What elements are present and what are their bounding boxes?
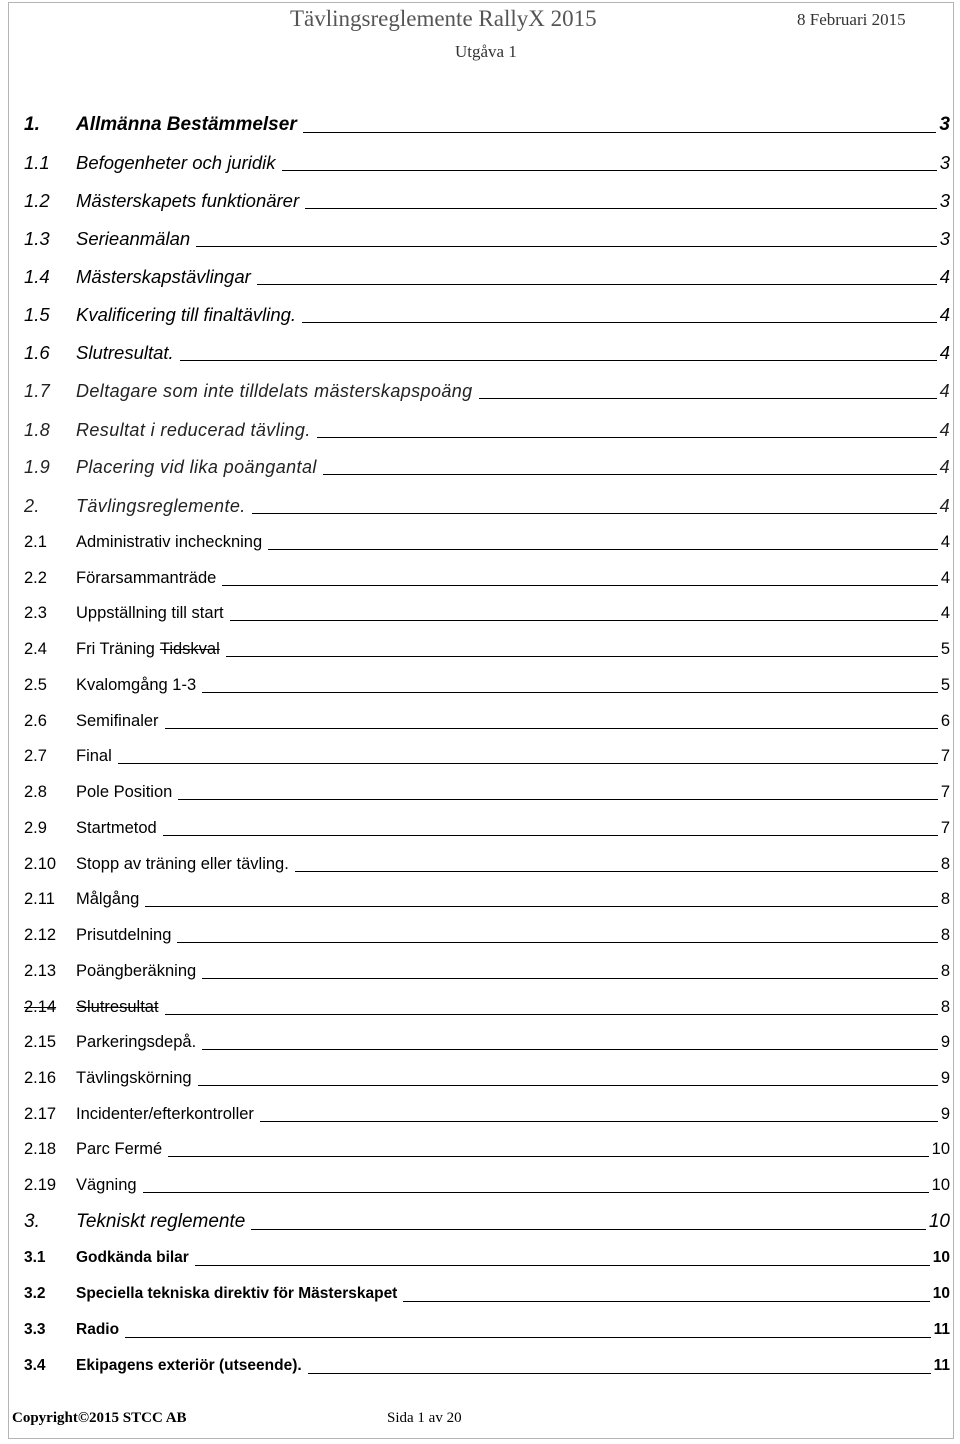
toc-entry-title: Förarsammanträde: [76, 569, 217, 587]
toc-entry-2-13[interactable]: [24, 958, 950, 984]
toc-entry-number: 1.4: [24, 266, 50, 287]
toc-entry-page-number: 8: [940, 890, 950, 908]
toc-entry-title: Slutresultat.: [76, 342, 174, 363]
toc-entry-2-6[interactable]: [24, 708, 950, 734]
toc-entry-title: Slutresultat: [76, 998, 159, 1016]
toc-entry-title: Poängberäkning: [76, 962, 197, 980]
toc-leader-line: [168, 1156, 928, 1157]
toc-leader-line: [230, 620, 938, 621]
toc-entry-number: 2.3: [24, 604, 47, 622]
toc-entry-title: Startmetod: [76, 819, 157, 837]
toc-entry-number: 2.9: [24, 819, 47, 837]
toc-leader-line: [196, 246, 937, 247]
toc-entry-page-number: 3: [939, 190, 950, 211]
toc-leader-line: [180, 360, 937, 361]
toc-entry-page-number: 9: [940, 1033, 950, 1051]
toc-entry-page-number: 4: [939, 266, 950, 287]
toc-entry-2-14[interactable]: [24, 994, 950, 1020]
toc-entry-number: 2.11: [24, 890, 55, 908]
toc-leader-line: [302, 322, 937, 323]
toc-entry-page-number: 4: [939, 496, 950, 516]
toc-leader-line: [268, 549, 938, 550]
toc-entry-title: Tävlingsreglemente.: [76, 496, 246, 516]
toc-entry-title: Mästerskapstävlingar: [76, 266, 251, 287]
toc-entry-2-18[interactable]: [24, 1136, 950, 1162]
toc-leader-line: [308, 1373, 931, 1374]
toc-entry-number: 2.1: [24, 533, 47, 551]
toc-entry-title: Speciella tekniska direktiv för Mästerskapet: [76, 1285, 398, 1302]
toc-entry-title: Resultat i reducerad tävling.: [76, 420, 311, 440]
toc-entry-title: Befogenheter och juridik: [76, 152, 276, 173]
toc-leader-line: [252, 513, 937, 514]
toc-leader-line: [479, 398, 937, 399]
toc-leader-line: [295, 871, 938, 872]
toc-entry-2-10[interactable]: [24, 851, 950, 877]
toc-entry-2-3[interactable]: [24, 600, 950, 626]
toc-entry-title: Parc Fermé: [76, 1140, 163, 1158]
toc-leader-line: [145, 906, 938, 907]
toc-entry-title: Deltagare som inte tilldelats mästerskapspoäng: [76, 381, 473, 401]
toc-entry-number: 1.1: [24, 152, 50, 173]
toc-entry-1-2[interactable]: [24, 188, 950, 214]
toc-entry-page-number: 10: [928, 1211, 950, 1232]
toc-entry-page-number: 10: [931, 1140, 950, 1158]
toc-entry-1[interactable]: [24, 112, 950, 138]
toc-entry-2-17[interactable]: [24, 1101, 950, 1127]
toc-entry-1-4[interactable]: [24, 264, 950, 290]
toc-entry-2-7[interactable]: [24, 743, 950, 769]
toc-entry-page-number: 10: [931, 1176, 950, 1194]
toc-entry-title: Målgång: [76, 890, 140, 908]
toc-entry-number: 2.8: [24, 783, 47, 801]
toc-entry-number: 2.14: [24, 998, 57, 1016]
toc-entry-number: 2.16: [24, 1069, 57, 1087]
toc-leader-line: [317, 437, 937, 438]
toc-entry-2-12[interactable]: [24, 922, 950, 948]
toc-leader-line: [226, 656, 938, 657]
toc-leader-line: [163, 835, 938, 836]
toc-entry-1-3[interactable]: [24, 226, 950, 252]
toc-leader-line: [260, 1121, 938, 1122]
toc-leader-line: [177, 942, 937, 943]
toc-entry-number: 3.4: [24, 1357, 46, 1374]
toc-entry-title: Parkeringsdepå.: [76, 1033, 197, 1051]
toc-entry-3-3[interactable]: [24, 1317, 950, 1343]
toc-entry-1-1[interactable]: [24, 150, 950, 176]
toc-entry-page-number: 8: [940, 998, 950, 1016]
toc-entry-page-number: 10: [932, 1249, 950, 1266]
toc-entry-title: Radio: [76, 1321, 120, 1338]
toc-leader-line: [222, 585, 938, 586]
toc-entry-page-number: 8: [940, 962, 950, 980]
toc-entry-page-number: 4: [939, 420, 950, 440]
toc-leader-line: [305, 208, 937, 209]
toc-entry-page-number: 4: [940, 569, 950, 587]
toc-entry-2-19[interactable]: [24, 1172, 950, 1198]
toc-leader-line: [165, 1014, 938, 1015]
toc-entry-3[interactable]: [24, 1209, 950, 1235]
toc-leader-line: [118, 763, 938, 764]
toc-entry-page-number: 10: [932, 1285, 950, 1302]
toc-entry-title: Uppställning till start: [76, 604, 224, 622]
toc-entry-number: 2.19: [24, 1176, 57, 1194]
toc-entry-number: 2.5: [24, 676, 47, 694]
footer-copyright: Copyright©2015 STCC AB: [12, 1410, 187, 1426]
toc-entry-page-number: 9: [940, 1105, 950, 1123]
toc-leader-line: [178, 799, 938, 800]
toc-entry-title: Tävlingskörning: [76, 1069, 192, 1087]
toc-leader-line: [202, 978, 938, 979]
toc-entry-number: 2.7: [24, 747, 47, 765]
toc-entry-number: 2.10: [24, 855, 57, 873]
toc-entry-1-8[interactable]: [24, 417, 950, 443]
toc-entry-number: 1.7: [24, 381, 51, 401]
toc-entry-page-number: 3: [939, 152, 950, 173]
toc-entry-number: 2.4: [24, 640, 47, 658]
footer-page-number: Sida 1 av 20: [387, 1410, 462, 1426]
toc-entry-page-number: 4: [939, 381, 950, 401]
toc-entry-2-5[interactable]: [24, 672, 950, 698]
toc-entry-page-number: 7: [940, 747, 950, 765]
toc-leader-line: [198, 1085, 938, 1086]
toc-entry-title: Semifinaler: [76, 712, 159, 730]
toc-entry-2[interactable]: [24, 493, 950, 519]
toc-entry-3-4[interactable]: [24, 1353, 950, 1379]
toc-entry-page-number: 4: [939, 304, 950, 325]
toc-entry-2-4[interactable]: [24, 636, 950, 662]
toc-entry-3-2[interactable]: [24, 1281, 950, 1307]
toc-entry-title: Pole Position: [76, 783, 173, 801]
toc-leader-line: [251, 1229, 926, 1230]
toc-entry-title: Kvalificering till finaltävling.: [76, 304, 297, 325]
toc-entry-title: Prisutdelning: [76, 926, 172, 944]
toc-entry-title: Stopp av träning eller tävling.: [76, 855, 289, 873]
toc-entry-number: 1.2: [24, 190, 50, 211]
toc-entry-page-number: 9: [940, 1069, 950, 1087]
toc-entry-1-6[interactable]: [24, 340, 950, 366]
toc-entry-title: Final: [76, 747, 112, 765]
toc-entry-number: 2.6: [24, 712, 47, 730]
toc-leader-line: [257, 284, 937, 285]
toc-entry-title: Fri Träning: [76, 640, 155, 658]
document-edition: Utgåva 1: [455, 42, 517, 61]
toc-entry-struck-text: Tidskval: [159, 640, 220, 658]
toc-entry-title: Tekniskt reglemente: [76, 1211, 246, 1232]
toc-entry-page-number: 7: [940, 819, 950, 837]
toc-entry-number: 2.13: [24, 962, 57, 980]
toc-entry-page-number: 4: [939, 342, 950, 363]
toc-entry-1-9[interactable]: [24, 454, 950, 480]
toc-entry-page-number: 3: [939, 228, 950, 249]
toc-entry-number: 2.18: [24, 1140, 57, 1158]
toc-entry-page-number: 4: [939, 457, 950, 477]
toc-entry-1-7[interactable]: [24, 378, 950, 404]
toc-entry-2-2[interactable]: [24, 565, 950, 591]
toc-leader-line: [303, 132, 937, 133]
toc-entry-number: 2.: [24, 496, 40, 516]
toc-leader-line: [195, 1265, 930, 1266]
toc-entry-2-8[interactable]: [24, 779, 950, 805]
toc-entry-2-9[interactable]: [24, 815, 950, 841]
toc-leader-line: [165, 728, 938, 729]
toc-entry-number: 3.1: [24, 1249, 46, 1266]
toc-entry-number: 3.3: [24, 1321, 46, 1338]
toc-entry-title: Mästerskapets funktionärer: [76, 190, 300, 211]
toc-entry-2-16[interactable]: [24, 1065, 950, 1091]
document-title: Tävlingsreglemente RallyX 2015: [290, 6, 597, 31]
toc-entry-number: 1.6: [24, 342, 50, 363]
toc-leader-line: [125, 1337, 931, 1338]
toc-entry-2-15[interactable]: [24, 1029, 950, 1055]
toc-entry-page-number: 3: [939, 114, 950, 135]
toc-entry-number: 3.: [24, 1211, 40, 1232]
toc-entry-number: 1.8: [24, 420, 51, 440]
toc-entry-1-5[interactable]: [24, 302, 950, 328]
toc-entry-title: Incidenter/efterkontroller: [76, 1105, 254, 1123]
toc-entry-page-number: 8: [940, 926, 950, 944]
toc-entry-title: Kvalomgång 1-3: [76, 676, 197, 694]
toc-entry-number: 2.17: [24, 1105, 57, 1123]
toc-entry-page-number: 5: [940, 676, 950, 694]
toc-entry-2-1[interactable]: [24, 529, 950, 555]
toc-entry-number: 1.5: [24, 304, 50, 325]
toc-entry-2-11[interactable]: [24, 886, 950, 912]
toc-entry-title: Allmänna Bestämmelser: [76, 114, 297, 135]
toc-entry-number: 1.9: [24, 457, 51, 477]
toc-entry-title: Placering vid lika poängantal: [76, 457, 317, 477]
toc-entry-page-number: 11: [933, 1357, 950, 1374]
toc-entry-page-number: 4: [940, 604, 950, 622]
toc-entry-page-number: 4: [940, 533, 950, 551]
document-date: 8 Februari 2015: [797, 10, 906, 29]
toc-entry-title: Administrativ incheckning: [76, 533, 263, 551]
toc-entry-number: 2.12: [24, 926, 57, 944]
toc-leader-line: [282, 170, 937, 171]
toc-leader-line: [202, 692, 938, 693]
toc-entry-title: Serieanmälan: [76, 228, 191, 249]
toc-entry-title: Ekipagens exteriör (utseende).: [76, 1357, 302, 1374]
toc-entry-page-number: 5: [940, 640, 950, 658]
toc-entry-number: 3.2: [24, 1285, 46, 1302]
toc-entry-page-number: 11: [933, 1321, 950, 1338]
toc-entry-page-number: 6: [940, 712, 950, 730]
toc-entry-number: 1.: [24, 114, 40, 135]
toc-leader-line: [323, 474, 937, 475]
toc-entry-number: 2.15: [24, 1033, 57, 1051]
toc-entry-page-number: 8: [940, 855, 950, 873]
toc-leader-line: [403, 1301, 929, 1302]
toc-entry-title: Vägning: [76, 1176, 137, 1194]
toc-entry-number: 1.3: [24, 228, 50, 249]
toc-leader-line: [143, 1192, 929, 1193]
toc-entry-page-number: 7: [940, 783, 950, 801]
toc-entry-title: Godkända bilar: [76, 1249, 189, 1266]
toc-entry-3-1[interactable]: [24, 1245, 950, 1271]
toc-leader-line: [202, 1049, 938, 1050]
toc-entry-number: 2.2: [24, 569, 47, 587]
